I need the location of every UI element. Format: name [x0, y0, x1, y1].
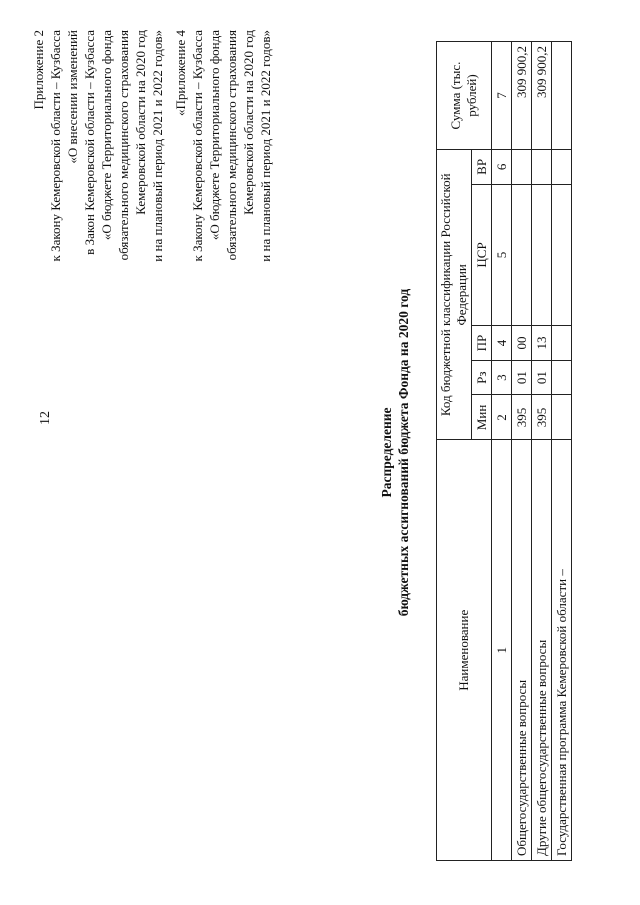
column-number-row [492, 42, 512, 861]
appendix-line: и на плановый период 2021 и 2022 годов» [258, 30, 273, 262]
cell-pr: 00 [512, 326, 532, 361]
column-number: 7 [492, 42, 512, 150]
appendix-line: к Закону Кемеровской области – Кузбасса [190, 30, 205, 262]
budget-allocation-table [436, 41, 572, 861]
cell-rz: 01 [532, 360, 552, 395]
header-code-group: Код бюджетной классификации Российской Федерации [437, 150, 472, 440]
appendix-line: Кемеровской области на 2020 год [241, 30, 256, 215]
title-line-1: Распределение [379, 407, 394, 498]
appendix-line: обязательного медицинского страхования [224, 30, 239, 261]
cell-sum [552, 42, 572, 150]
cell-csr [512, 184, 532, 326]
page-number: 12 [38, 411, 53, 425]
column-number: 1 [492, 440, 512, 861]
cell-pr [552, 326, 572, 361]
cell-vr [512, 150, 532, 185]
header-pr: ПР [472, 326, 492, 361]
header-name: Наименование [437, 440, 492, 861]
cell-csr [552, 184, 572, 326]
table-row [532, 42, 552, 861]
header-vr: ВР [472, 150, 492, 185]
column-number: 5 [492, 184, 512, 326]
document-title [378, 0, 412, 905]
column-number: 6 [492, 150, 512, 185]
cell-vr [552, 150, 572, 185]
cell-name: Другие общегосударственные вопросы [532, 440, 552, 861]
appendix-header [30, 30, 274, 365]
cell-min [552, 395, 572, 440]
appendix-line: Приложение 2 [31, 30, 46, 110]
cell-min: 395 [512, 395, 532, 440]
cell-pr: 13 [532, 326, 552, 361]
appendix-line: «Приложение 4 [173, 30, 188, 117]
header-csr: ЦСР [472, 184, 492, 326]
header-sum: Сумма (тыс. рублей) [437, 42, 492, 150]
appendix-line: «О бюджете Территориального фонда [99, 30, 114, 241]
appendix-line: к Закону Кемеровской области – Кузбасса [48, 30, 63, 262]
cell-sum: 309 900,2 [512, 42, 532, 150]
cell-name: Общегосударственные вопросы [512, 440, 532, 861]
appendix-line: обязательного медицинского страхования [116, 30, 131, 261]
cell-rz: 01 [512, 360, 532, 395]
cell-min: 395 [532, 395, 552, 440]
column-number: 3 [492, 360, 512, 395]
column-number: 2 [492, 395, 512, 440]
cell-sum: 309 900,2 [532, 42, 552, 150]
appendix-line: Кемеровской области на 2020 год [133, 30, 148, 215]
table-row [552, 42, 572, 861]
header-rz: Рз [472, 360, 492, 395]
header-min: Мин [472, 395, 492, 440]
appendix-line: в Закон Кемеровской области – Кузбасса [82, 30, 97, 255]
cell-rz [552, 360, 572, 395]
appendix-line: и на плановый период 2021 и 2022 годов» [150, 30, 165, 262]
column-number: 4 [492, 326, 512, 361]
table-header-row [437, 42, 472, 861]
cell-name: Государственная программа Кемеровской области – [552, 440, 572, 861]
appendix-line: «О бюджете Территориального фонда [207, 30, 222, 241]
appendix-line: «О внесении изменений [65, 30, 80, 164]
cell-vr [532, 150, 552, 185]
cell-csr [532, 184, 552, 326]
table-row [512, 42, 532, 861]
title-line-2: бюджетных ассигнований бюджета Фонда на 2020 год [396, 288, 411, 617]
